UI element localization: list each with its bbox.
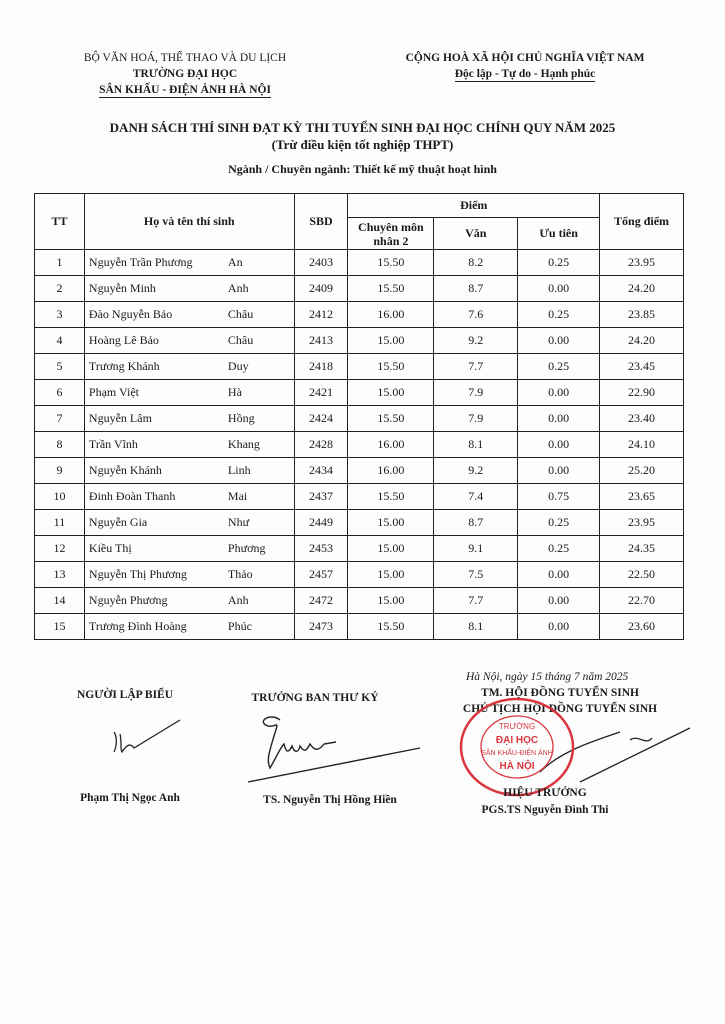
given-name: An [227, 255, 243, 269]
cell-sbd: 2424 [294, 406, 348, 432]
cell-sbd: 2413 [294, 328, 348, 354]
cell-name [84, 406, 294, 432]
cell-uu-tien: 0.25 [518, 536, 600, 562]
cell-tt: 4 [35, 328, 85, 354]
cell-uu-tien: 0.00 [518, 276, 600, 302]
header-chuyen-mon: Chuyên môn nhân 2 [348, 218, 434, 250]
given-name: Linh [227, 463, 251, 477]
cell-sbd: 2472 [294, 588, 348, 614]
given-name: Châu [227, 333, 254, 347]
cell-tong: 22.50 [600, 562, 684, 588]
cell-tong: 24.35 [600, 536, 684, 562]
stamp-text-mid2: SÂN KHẤU-ĐIỆN ẢNH [481, 750, 553, 757]
cell-van: 7.9 [434, 380, 518, 406]
cell-chuyen-mon: 16.00 [348, 432, 434, 458]
family-name: Nguyễn Minh [88, 281, 156, 295]
given-name: Hồng [227, 411, 255, 425]
cell-sbd: 2403 [294, 250, 348, 276]
cell-sbd: 2473 [294, 614, 348, 640]
cell-name [84, 562, 294, 588]
secretary-title: TRƯỞNG BAN THƯ KÝ [251, 692, 379, 704]
family-name: Đinh Đoàn Thanh [88, 489, 176, 503]
family-name: Nguyễn Trần Phương [88, 255, 193, 269]
secretary-signature [240, 708, 430, 788]
cell-uu-tien: 0.25 [518, 250, 600, 276]
cell-name [84, 484, 294, 510]
cell-chuyen-mon: 15.50 [348, 406, 434, 432]
cell-uu-tien: 0.00 [518, 458, 600, 484]
cell-van: 7.4 [434, 484, 518, 510]
table-row [35, 562, 684, 588]
cell-name [84, 432, 294, 458]
council-chair-title: CHỦ TỊCH HỘI ĐỒNG TUYỂN SINH [462, 703, 658, 715]
cell-name [84, 354, 294, 380]
stamp-text-bottom: HÀ NỘI [499, 761, 535, 772]
cell-uu-tien: 0.00 [518, 328, 600, 354]
cell-uu-tien: 0.00 [518, 432, 600, 458]
family-name: Nguyễn Thị Phương [88, 567, 187, 581]
cell-tong: 24.10 [600, 432, 684, 458]
cell-tt: 13 [35, 562, 85, 588]
cell-sbd: 2457 [294, 562, 348, 588]
cell-uu-tien: 0.25 [518, 302, 600, 328]
cell-tt: 12 [35, 536, 85, 562]
cell-sbd: 2437 [294, 484, 348, 510]
cell-van: 8.1 [434, 432, 518, 458]
given-name: Châu [227, 307, 254, 321]
cell-tong: 24.20 [600, 328, 684, 354]
cell-tong: 23.40 [600, 406, 684, 432]
cell-sbd: 2421 [294, 380, 348, 406]
given-name: Phúc [227, 619, 252, 633]
given-name: Thảo [227, 567, 253, 581]
cell-uu-tien: 0.00 [518, 562, 600, 588]
cell-uu-tien: 0.00 [518, 614, 600, 640]
doc-subtitle: (Trừ điều kiện tốt nghiệp THPT) [271, 137, 454, 152]
family-name: Phạm Việt [88, 385, 139, 399]
cell-van: 9.2 [434, 458, 518, 484]
cell-chuyen-mon: 15.00 [348, 510, 434, 536]
cell-tt: 3 [35, 302, 85, 328]
cell-sbd: 2434 [294, 458, 348, 484]
header-tong: Tổng điểm [600, 194, 684, 250]
cell-name [84, 250, 294, 276]
cell-van: 7.5 [434, 562, 518, 588]
cell-uu-tien: 0.00 [518, 406, 600, 432]
rector-title: HIỆU TRƯỞNG [503, 787, 587, 799]
family-name: Đào Nguyễn Bảo [88, 307, 173, 321]
cell-van: 7.9 [434, 406, 518, 432]
given-name: Duy [227, 359, 249, 373]
cell-tong: 25.20 [600, 458, 684, 484]
table-row [35, 536, 684, 562]
cell-tt: 1 [35, 250, 85, 276]
cell-tt: 6 [35, 380, 85, 406]
family-name: Nguyễn Gia [88, 515, 148, 529]
given-name: Hà [227, 385, 242, 399]
cell-sbd: 2449 [294, 510, 348, 536]
cell-sbd: 2418 [294, 354, 348, 380]
given-name: Phương [227, 541, 266, 555]
cell-chuyen-mon: 15.50 [348, 354, 434, 380]
rector-name: PGS.TS Nguyễn Đình Thi [481, 804, 609, 816]
preparer-signature [100, 712, 190, 762]
cell-van: 7.7 [434, 354, 518, 380]
cell-name [84, 536, 294, 562]
cell-name [84, 380, 294, 406]
cell-van: 8.7 [434, 276, 518, 302]
table-row [35, 302, 684, 328]
table-row [35, 432, 684, 458]
family-name: Trương Đình Hoàng [88, 619, 187, 633]
stamp-text-mid1: ĐẠI HỌC [495, 735, 539, 746]
family-name: Kiều Thị [88, 541, 132, 555]
cell-van: 8.1 [434, 614, 518, 640]
cell-tt: 7 [35, 406, 85, 432]
table-row [35, 276, 684, 302]
cell-tong: 23.60 [600, 614, 684, 640]
preparer-name: Phạm Thị Ngọc Anh [80, 792, 180, 804]
header-uu-tien: Ưu tiên [518, 218, 600, 250]
cell-chuyen-mon: 15.00 [348, 536, 434, 562]
cell-uu-tien: 0.25 [518, 354, 600, 380]
header-diem: Điểm [348, 194, 600, 218]
cell-chuyen-mon: 15.00 [348, 562, 434, 588]
school-stamp [455, 695, 585, 800]
table-row [35, 380, 684, 406]
republic-name: CỘNG HOÀ XÃ HỘI CHỦ NGHĨA VIỆT NAM [405, 52, 645, 64]
cell-tt: 2 [35, 276, 85, 302]
table-row [35, 484, 684, 510]
council-title: TM. HỘI ĐỒNG TUYỂN SINH [481, 687, 639, 699]
header-right [380, 50, 670, 82]
cell-tong: 23.95 [600, 250, 684, 276]
given-name: Anh [227, 281, 249, 295]
cell-name [84, 588, 294, 614]
given-name: Khang [227, 437, 260, 451]
motto: Độc lập - Tự do - Hạnh phúc [454, 68, 596, 80]
header-van: Văn [434, 218, 518, 250]
school-name-line1: TRƯỜNG ĐẠI HỌC [132, 68, 238, 80]
table-row [35, 328, 684, 354]
family-name: Trần Vĩnh [88, 437, 138, 451]
cell-chuyen-mon: 16.00 [348, 458, 434, 484]
secretary-name: TS. Nguyễn Thị Hồng Hiền [263, 794, 397, 806]
cell-van: 9.2 [434, 328, 518, 354]
header-left [70, 50, 300, 98]
family-name: Nguyễn Khánh [88, 463, 162, 477]
family-name: Hoàng Lê Bảo [88, 333, 159, 347]
cell-van: 7.6 [434, 302, 518, 328]
cell-name [84, 614, 294, 640]
cell-tong: 23.85 [600, 302, 684, 328]
cell-tong: 23.45 [600, 354, 684, 380]
cell-chuyen-mon: 15.50 [348, 614, 434, 640]
cell-name [84, 328, 294, 354]
cell-chuyen-mon: 15.00 [348, 380, 434, 406]
cell-chuyen-mon: 15.50 [348, 484, 434, 510]
ministry-name: BỘ VĂN HOÁ, THỂ THAO VÀ DU LỊCH [83, 52, 287, 64]
cell-tt: 11 [35, 510, 85, 536]
cell-chuyen-mon: 16.00 [348, 302, 434, 328]
stamp-text-top: TRƯỜNG [498, 722, 536, 731]
header-tt: TT [35, 194, 85, 250]
cell-tt: 10 [35, 484, 85, 510]
table-row [35, 250, 684, 276]
cell-uu-tien: 0.25 [518, 510, 600, 536]
cell-van: 9.1 [434, 536, 518, 562]
doc-title: DANH SÁCH THÍ SINH ĐẠT KỲ THI TUYỂN SINH ĐẠI HỌC CHÍNH QUY NĂM 2025 [109, 120, 616, 135]
results-table [34, 193, 684, 640]
cell-uu-tien: 0.00 [518, 588, 600, 614]
cell-tt: 14 [35, 588, 85, 614]
cell-chuyen-mon: 15.50 [348, 250, 434, 276]
cell-uu-tien: 0.75 [518, 484, 600, 510]
table-row [35, 354, 684, 380]
cell-tong: 23.65 [600, 484, 684, 510]
cell-tt: 5 [35, 354, 85, 380]
cell-tong: 22.70 [600, 588, 684, 614]
school-name-line2: SÂN KHẤU - ĐIỆN ẢNH HÀ NỘI [99, 84, 271, 96]
cell-tt: 8 [35, 432, 85, 458]
given-name: Mai [227, 489, 248, 503]
cell-chuyen-mon: 15.00 [348, 588, 434, 614]
family-name: Nguyễn Lâm [88, 411, 152, 425]
cell-sbd: 2428 [294, 432, 348, 458]
cell-chuyen-mon: 15.00 [348, 328, 434, 354]
family-name: Nguyễn Phương [88, 593, 168, 607]
cell-name [84, 510, 294, 536]
preparer-title: NGƯỜI LẬP BIỂU [76, 689, 174, 701]
cell-sbd: 2409 [294, 276, 348, 302]
cell-tong: 22.90 [600, 380, 684, 406]
header-name: Họ và tên thí sinh [84, 194, 294, 250]
table-row [35, 510, 684, 536]
sign-date: Hà Nội, ngày 15 tháng 7 năm 2025 [466, 671, 629, 683]
major-line: Ngành / Chuyên ngành: Thiết kế mỹ thuật hoạt hình [228, 162, 497, 176]
cell-chuyen-mon: 15.50 [348, 276, 434, 302]
table-row [35, 406, 684, 432]
given-name: Như [227, 515, 250, 529]
cell-tong: 24.20 [600, 276, 684, 302]
cell-sbd: 2412 [294, 302, 348, 328]
cell-van: 7.7 [434, 588, 518, 614]
table-row [35, 458, 684, 484]
cell-tt: 15 [35, 614, 85, 640]
cell-van: 8.7 [434, 510, 518, 536]
cell-tt: 9 [35, 458, 85, 484]
cell-van: 8.2 [434, 250, 518, 276]
given-name: Anh [227, 593, 249, 607]
table-row [35, 588, 684, 614]
header-sbd: SBD [294, 194, 348, 250]
cell-tong: 23.95 [600, 510, 684, 536]
cell-name [84, 458, 294, 484]
table-row [35, 614, 684, 640]
cell-sbd: 2453 [294, 536, 348, 562]
cell-name [84, 302, 294, 328]
cell-uu-tien: 0.00 [518, 380, 600, 406]
family-name: Trương Khánh [88, 359, 160, 373]
cell-name [84, 276, 294, 302]
